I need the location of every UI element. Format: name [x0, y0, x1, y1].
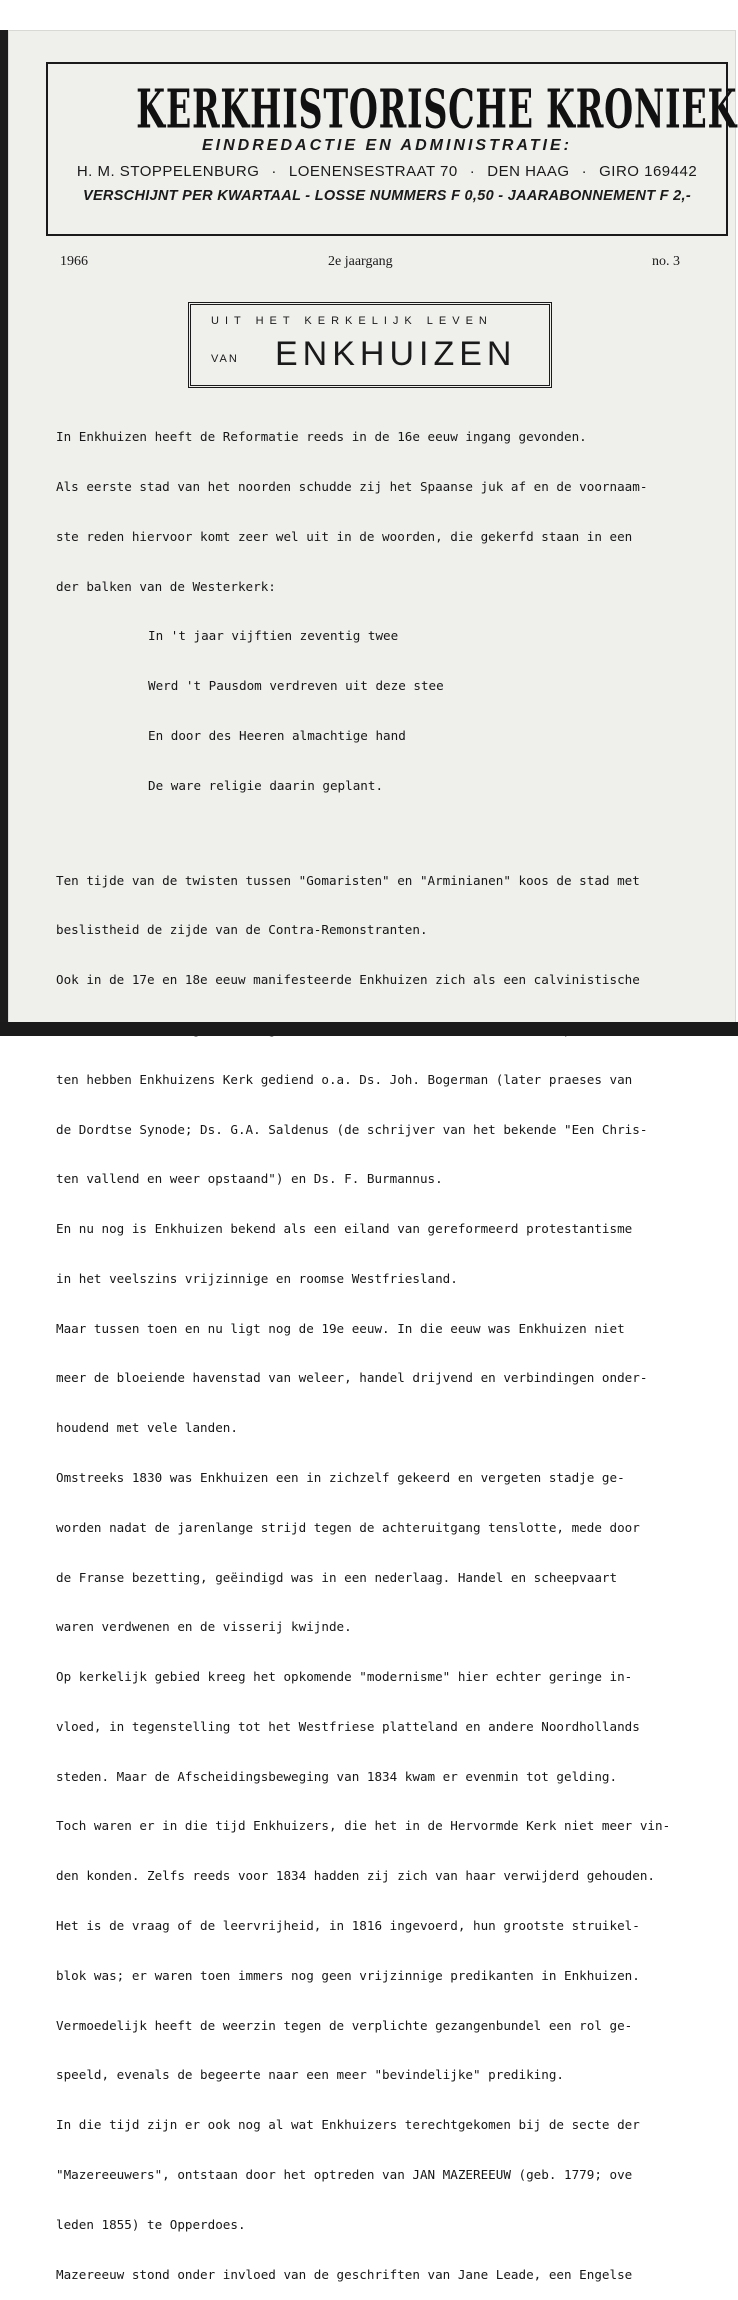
- masthead-box: [46, 62, 738, 236]
- separator-dot: ·: [581, 163, 588, 180]
- editor-name: H. M. STOPPELENBURG: [76, 163, 260, 180]
- article-title-main: ENKHUIZEN: [275, 335, 517, 373]
- poem-line: En door des Heeren almachtige hand: [148, 727, 406, 743]
- article-title-box: [188, 302, 552, 388]
- body-line: Ook in de 17e en 18e eeuw manifesteerde Enkhuizen zich als een calvinistische: [56, 972, 640, 988]
- editorial-heading: EINDREDACTIE EN ADMINISTRATIE:: [202, 137, 572, 154]
- separator-dot: ·: [469, 163, 476, 180]
- body-line: Het is de vraag of de leervrijheid, in 1816 ingevoerd, hun grootste struikel-: [56, 1918, 640, 1934]
- body-line: ten vallend en weer opstaand") en Ds. F. Burmannus.: [56, 1171, 443, 1187]
- body-line: de Franse bezetting, geëindigd was in een nederlaag. Handel en scheepvaart: [56, 1569, 618, 1585]
- paragraph-gap: [56, 827, 734, 839]
- masthead-title: KERKHISTORISCHE KRONIEK: [136, 78, 738, 141]
- body-line: de Dordtse Synode; Ds. G.A. Saldenus (de schrijver van het bekende "Een Chris-: [56, 1121, 648, 1137]
- body-line: houdend met vele landen.: [56, 1420, 238, 1436]
- body-line: blok was; er waren toen immers nog geen vrijzinnige predikanten in Enkhuizen.: [56, 1967, 640, 1983]
- scan-edge-bottom: [0, 1022, 738, 1036]
- intro-line: Als eerste stad van het noorden schudde zij het Spaanse juk af en de voornaam-: [56, 478, 648, 494]
- address-line: [48, 163, 726, 180]
- giro-number: GIRO 169442: [599, 163, 698, 180]
- body-line: In die tijd zijn er ook nog al wat Enkhuizers terechtgekomen bij de secte der: [56, 2117, 640, 2133]
- city: DEN HAAG: [487, 163, 570, 180]
- intro-line: der balken van de Westerkerk:: [56, 578, 276, 594]
- body-line: speeld, evenals de begeerte naar een meer "bevindelijke" prediking.: [56, 2067, 564, 2083]
- issue-year: 1966: [60, 254, 88, 269]
- separator-dot: ·: [271, 163, 277, 180]
- body-line: leden 1855) te Opperdoes.: [56, 2216, 246, 2232]
- body-line: Omstreeks 1830 was Enkhuizen een in zichzelf gekeerd en vergeten stadje ge-: [56, 1470, 625, 1485]
- article-title-prefix: VAN: [211, 353, 239, 365]
- intro-line: ste reden hiervoor komt zeer wel uit in de woorden, die gekerfd staan in een: [56, 528, 633, 544]
- body-line: ten hebben Enkhuizens Kerk gediend o.a. Ds. Joh. Bogerman (later praeses van: [56, 1071, 633, 1087]
- issue-volume: 2e jaargang: [328, 254, 393, 269]
- article-title-line1: UIT HET KERKELIJK LEVEN: [211, 315, 493, 327]
- subscription-line: VERSCHIJNT PER KWARTAAL - LOSSE NUMMERS F 0,50 - JAARABONNEMENT F 2,-: [82, 188, 691, 204]
- poem-line: In 't jaar vijftien zeventig twee: [148, 628, 399, 644]
- article-body: [56, 396, 734, 2300]
- body-line: meer de bloeiende havenstad van weleer, handel drijvend en verbindingen onder-: [56, 1370, 648, 1386]
- body-line: worden nadat de jarenlange strijd tegen de achteruitgang tenslotte, mede door: [56, 1519, 640, 1535]
- body-line: beslistheid de zijde van de Contra-Remonstranten.: [56, 922, 428, 938]
- body-line: Vermoedelijk heeft de weerzin tegen de verplichte gezangenbundel een rol ge-: [56, 2017, 633, 2033]
- issue-number: no. 3: [652, 254, 680, 269]
- body-line: waren verdwenen en de visserij kwijnde.: [56, 1619, 352, 1635]
- body-line: Op kerkelijk gebied kreeg het opkomende "modernisme" hier echter geringe in-: [56, 1669, 633, 1685]
- street-address: LOENENSESTRAAT 70: [288, 163, 458, 180]
- poem-line: De ware religie daarin geplant.: [148, 777, 384, 793]
- body-line: Ten tijde van de twisten tussen "Gomaristen" en "Arminianen" koos de stad met: [56, 872, 640, 888]
- body-line: En nu nog is Enkhuizen bekend als een eiland van gereformeerd protestantisme: [56, 1221, 633, 1237]
- body-line: Toch waren er in die tijd Enkhuizers, die het in de Hervormde Kerk niet meer vin-: [56, 1818, 671, 1834]
- intro-line: In Enkhuizen heeft de Reformatie reeds in de 16e eeuw ingang gevonden.: [56, 429, 587, 445]
- body-line: vloed, in tegenstelling tot het Westfriese platteland en andere Noordhollands: [56, 1718, 640, 1734]
- body-line: "Mazereeuwers", ontstaan door het optreden van JAN MAZEREEUW (geb. 1779; ove: [56, 2166, 633, 2182]
- poem-line: Werd 't Pausdom verdreven uit deze stee: [148, 678, 444, 694]
- body-line: den konden. Zelfs reeds voor 1834 hadden zij zich van haar verwijderd gehouden.: [56, 1868, 655, 1884]
- body-line: steden. Maar de Afscheidingsbeweging van 1834 kwam er evenmin tot gelding.: [56, 1768, 618, 1784]
- body-line: in het veelszins vrijzinnige en roomse Westfriesland.: [56, 1270, 458, 1286]
- body-line: Mazereeuw stond onder invloed van de geschriften van Jane Leade, een Engelse: [56, 2266, 633, 2282]
- body-line: Maar tussen toen en nu ligt nog de 19e eeuw. In die eeuw was Enkhuizen niet: [56, 1320, 625, 1336]
